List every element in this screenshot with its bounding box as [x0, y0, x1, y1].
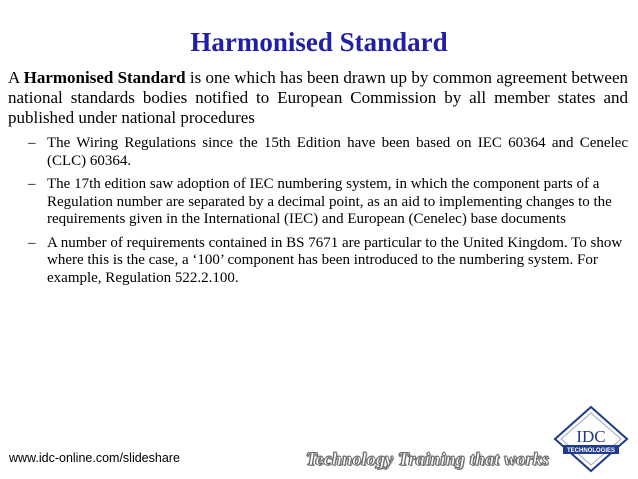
bullet-dash: – [28, 234, 36, 251]
footer-url-link[interactable]: www.idc-online.com/slideshare [9, 451, 180, 465]
idc-logo [551, 405, 631, 475]
logo-text: IDC [576, 427, 606, 446]
logo-subtext: TECHNOLOGIES [566, 448, 616, 454]
intro-prefix: A [8, 68, 24, 87]
bullet-dash: – [28, 176, 36, 192]
intro-rest: is one which has been drawn up by common agreement between national standards bodies notified to European Commission by all member states and published under national procedures [8, 68, 628, 127]
list-item [28, 235, 628, 288]
intro-bold-term: Harmonised Standard [23, 68, 186, 87]
bullet-text: A number of requirements contained in BS 7671 are particular to the United Kingdom. To show where this is the case, a ‘100’ component has been introduced to the numbering system. For example, Regulation 522.2.100. [47, 234, 623, 286]
bullet-dash: – [28, 135, 36, 151]
intro-paragraph [8, 68, 628, 128]
slide-title: Harmonised Standard [190, 27, 448, 57]
bullet-text: The Wiring Regulations since the 15th Edition have been based on IEC 60364 and Cenelec (CLC) 60364. [47, 135, 628, 169]
list-item [28, 135, 628, 170]
bullet-list [28, 135, 628, 293]
footer-tagline: Technology Training that works [306, 449, 550, 469]
bullet-text: The 17th edition saw adoption of IEC numbering system, in which the component parts of a Regulation number are separated by a decimal point, as an aid to implementing changes to the requirements given in the International (IEC) and European (Cenelec) base documents [47, 176, 612, 227]
list-item [28, 176, 628, 229]
